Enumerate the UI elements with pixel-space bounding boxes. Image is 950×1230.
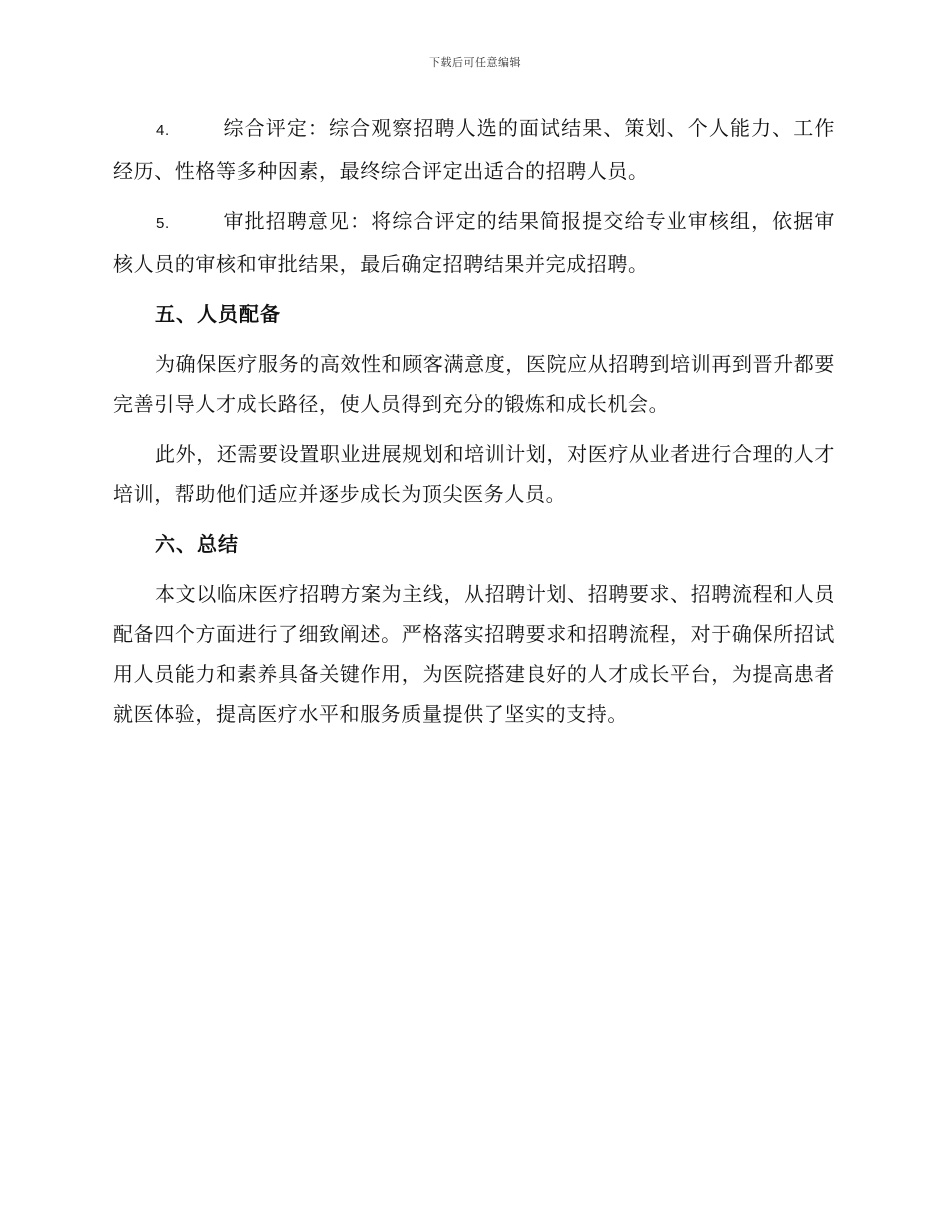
section-heading-staffing: 五、人员配备 <box>155 302 281 326</box>
list-item-number: 5. <box>156 215 170 232</box>
list-item <box>113 201 835 284</box>
page-header-note: 下载后可任意编辑 <box>429 56 521 69</box>
list-item-number: 4. <box>156 122 170 139</box>
list-item <box>113 108 835 191</box>
list-item-text: 审批招聘意见：将综合评定的结果简报提交给专业审核组，依据审核人员的审核和审批结果，最后确定招聘结果并完成招聘。 <box>113 209 835 276</box>
list-item-text: 综合评定：综合观察招聘人选的面试结果、策划、个人能力、工作经历、性格等多种因素，最终综合评定出适合的招聘人员。 <box>113 116 835 183</box>
paragraph: 本文以临床医疗招聘方案为主线，从招聘计划、招聘要求、招聘流程和人员配备四个方面进行了细致阐述。严格落实招聘要求和招聘流程，对于确保所招试用人员能力和素养具备关键作用，为医院搭建良好的人才成长平台，为提高患者就医体验，提高医疗水平和服务质量提供了坚实的支持。 <box>113 582 835 726</box>
paragraph: 为确保医疗服务的高效性和顾客满意度，医院应从招聘到培训再到晋升都要完善引导人才成长路径，使人员得到充分的锻炼和成长机会。 <box>113 352 835 416</box>
paragraph: 此外，还需要设置职业进展规划和培训计划，对医疗从业者进行合理的人才培训，帮助他们适应并逐步成长为顶尖医务人员。 <box>113 442 835 506</box>
section-heading-summary: 六、总结 <box>155 532 239 556</box>
document-body <box>113 108 835 744</box>
